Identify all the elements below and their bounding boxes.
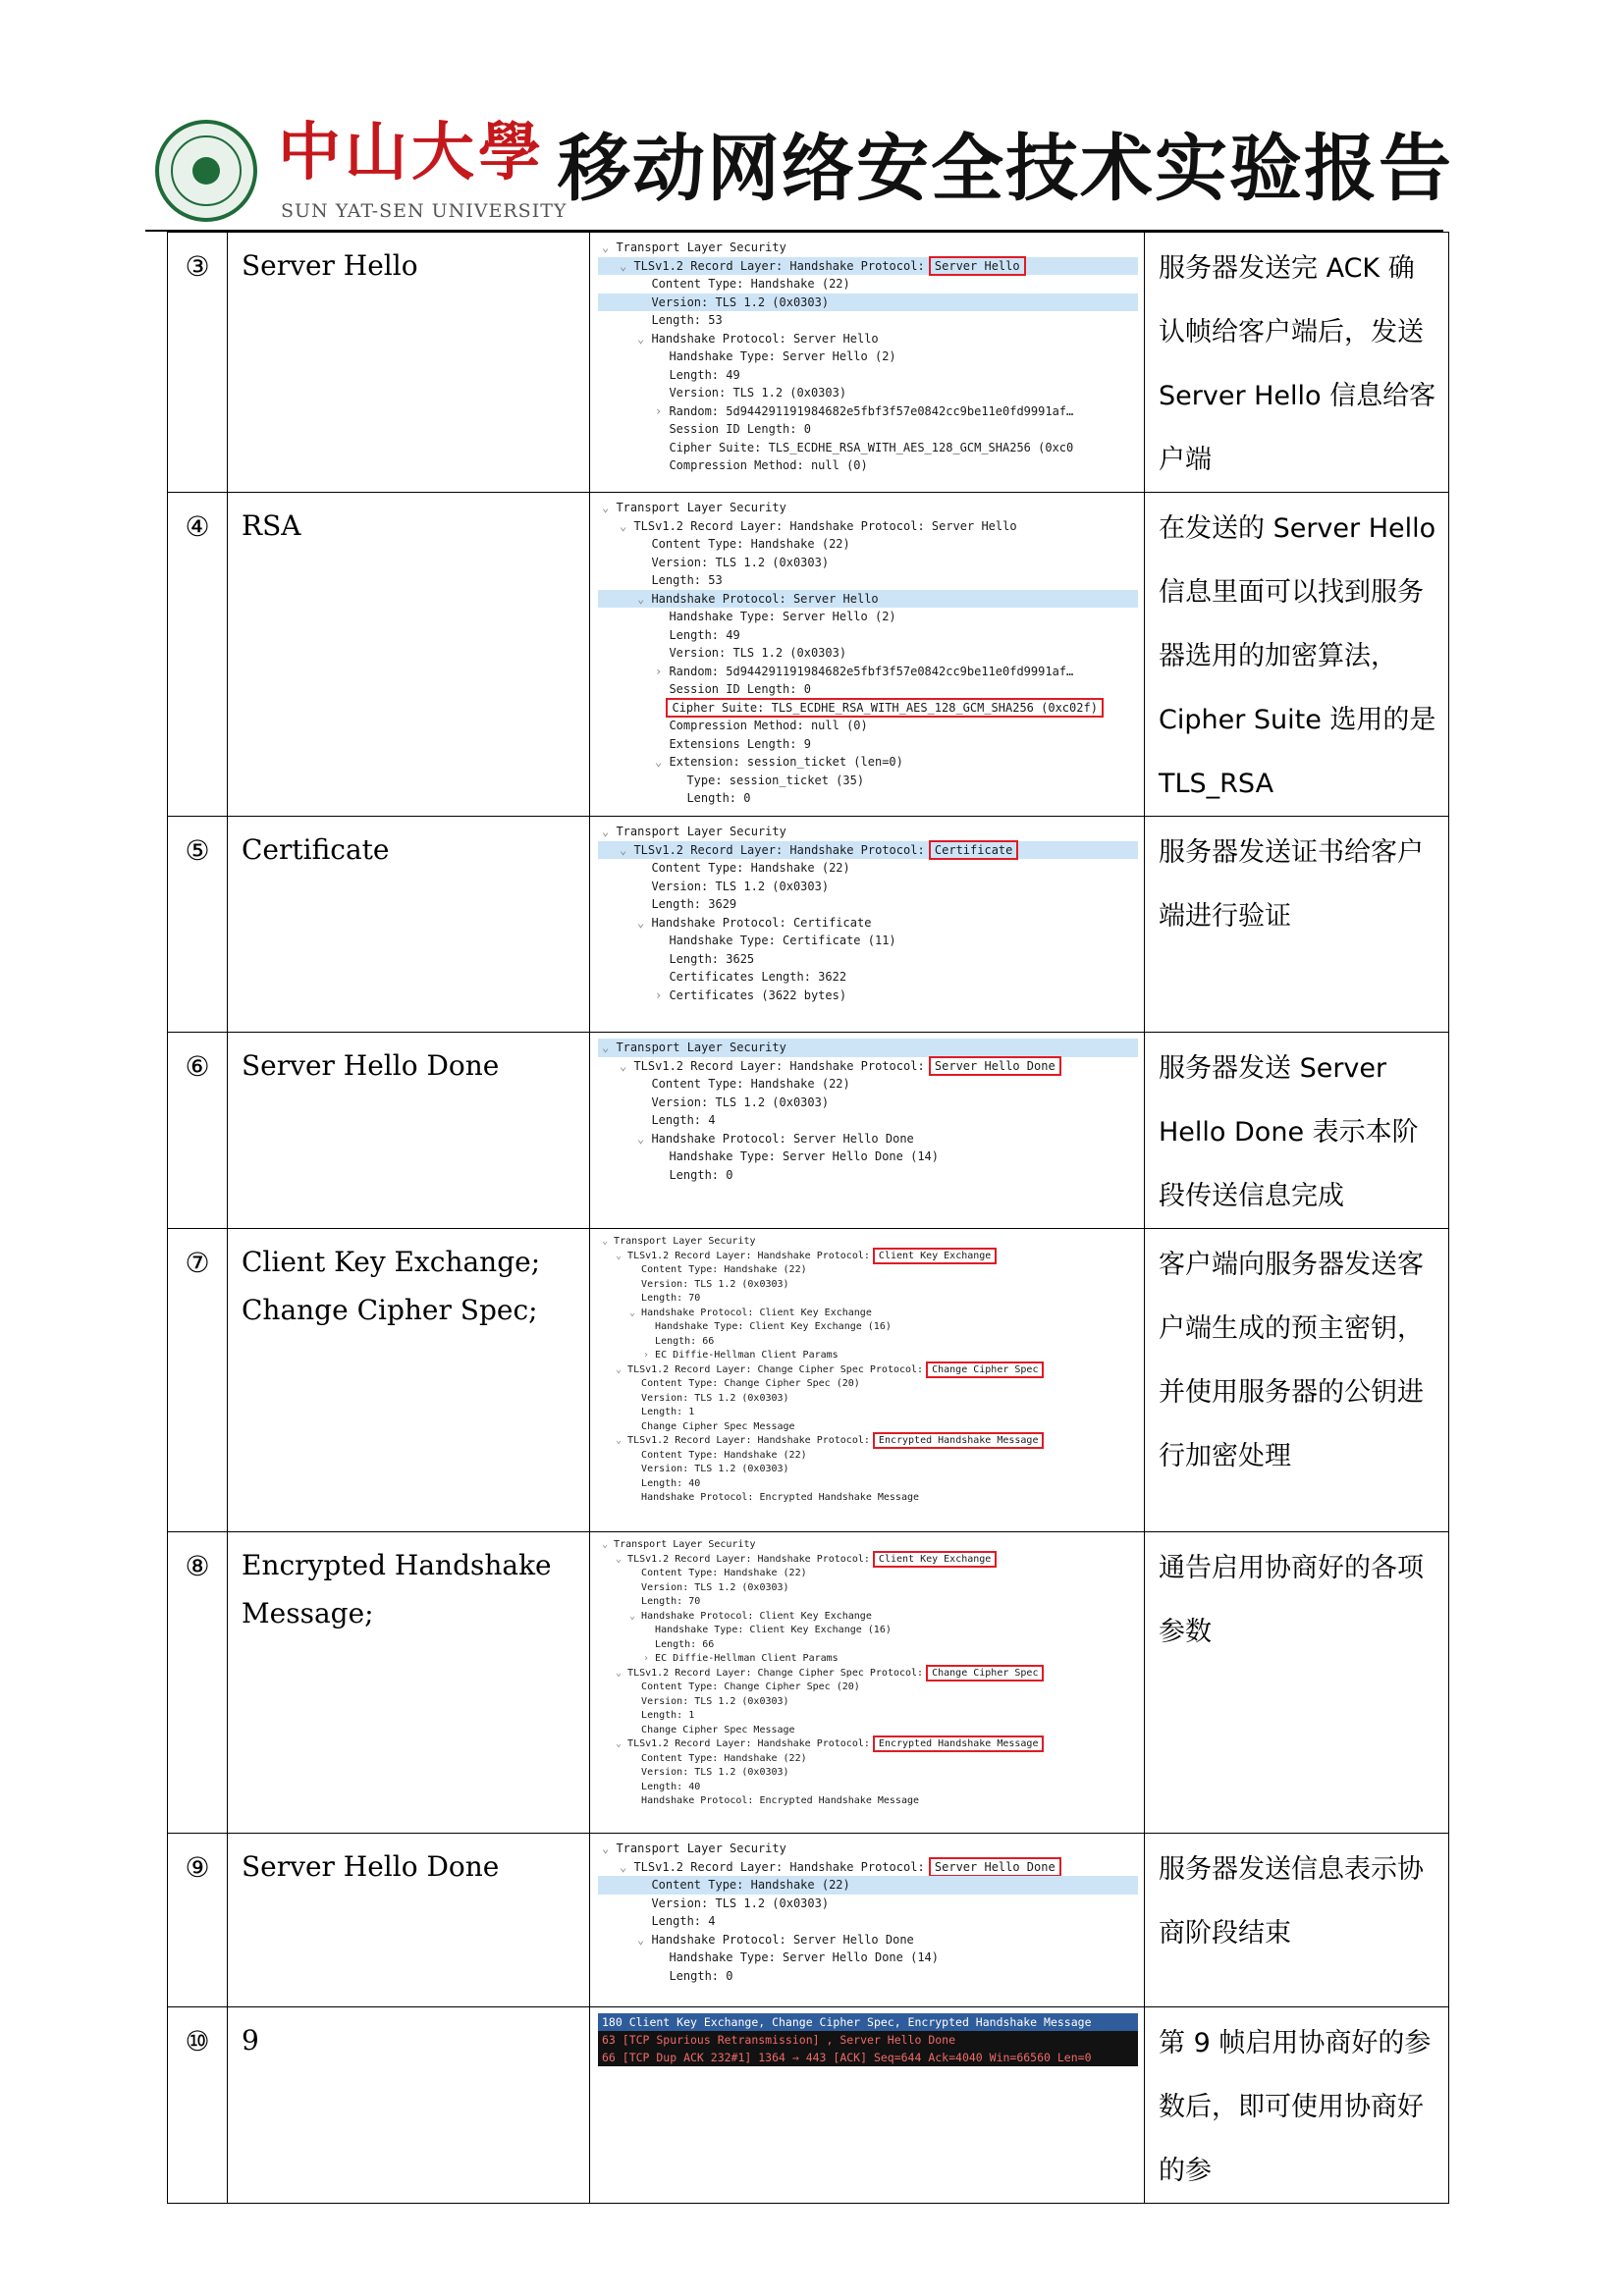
packet-field-text: Random: 5d944291191984682e5fbf3f57e0842cc9be11e0fd9991af… bbox=[669, 403, 1074, 418]
packet-tree-line bbox=[598, 1320, 1138, 1335]
packet-tree-line bbox=[598, 347, 1138, 366]
expand-arrow-icon: ⌄ bbox=[629, 1610, 642, 1622]
packet-field-text: Handshake Type: Client Key Exchange (16) bbox=[655, 1321, 892, 1332]
packet-field-text: Version: TLS 1.2 (0x0303) bbox=[641, 1464, 789, 1474]
packet-details-tree bbox=[598, 1840, 1138, 1985]
packet-tree-line bbox=[598, 1420, 1138, 1435]
packet-field-text: Length: 70 bbox=[641, 1596, 701, 1607]
packet-tree-line bbox=[598, 1652, 1138, 1667]
step-number: ⑦ bbox=[168, 1229, 228, 1532]
packet-field-text: Handshake Protocol: Server Hello bbox=[651, 591, 879, 606]
handshake-steps-table bbox=[167, 232, 1449, 2204]
packet-field-text: Length: 0 bbox=[669, 1167, 733, 1182]
packet-details-tree bbox=[598, 1538, 1138, 1809]
packet-screenshot bbox=[590, 1229, 1145, 1532]
packet-tree-line bbox=[598, 1392, 1138, 1407]
packet-field-text: Content Type: Handshake (22) bbox=[651, 537, 850, 551]
packet-field-text: TLSv1.2 Record Layer: Handshake Protocol: bbox=[633, 258, 932, 273]
highlight-box: Encrypted Handshake Message bbox=[876, 1435, 1042, 1446]
step-number: ⑤ bbox=[168, 817, 228, 1033]
packet-tree-line bbox=[598, 735, 1138, 754]
step-description: 在发送的 Server Hello 信息里面可以找到服务器选用的加密算法，Cipher Suite 选用的是 TLS_RSA bbox=[1145, 493, 1449, 817]
packet-tree-line bbox=[598, 1912, 1138, 1931]
packet-field-text: Handshake Protocol: Server Hello bbox=[651, 331, 879, 346]
expand-arrow-icon: ⌄ bbox=[620, 1859, 634, 1874]
step-number: ⑩ bbox=[168, 2007, 228, 2204]
step-name bbox=[228, 1834, 590, 2007]
table-row bbox=[168, 1532, 1449, 1834]
step-description: 服务器发送完 ACK 确认帧给客户端后，发送 Server Hello 信息给客户端 bbox=[1145, 233, 1449, 493]
packet-field-text: Length: 49 bbox=[669, 627, 740, 642]
packet-tree-line bbox=[598, 1307, 1138, 1321]
packet-tree-line bbox=[598, 1538, 1138, 1553]
expand-arrow-icon: ⌄ bbox=[602, 1539, 615, 1550]
packet-field-text: Cipher Suite: TLS_ECDHE_RSA_WITH_AES_128_GCM_SHA256 (0xc0 bbox=[669, 440, 1074, 454]
packet-field-text: Length: 66 bbox=[655, 1638, 715, 1650]
expand-arrow-icon: ⌄ bbox=[629, 1307, 642, 1318]
packet-tree-line bbox=[598, 1553, 1138, 1568]
packet-field-text: Handshake Protocol: Server Hello Done bbox=[651, 1131, 914, 1146]
packet-tree-line bbox=[598, 1057, 1138, 1076]
step-name bbox=[228, 1532, 590, 1834]
packet-field-text: Content Type: Handshake (22) bbox=[651, 1077, 850, 1091]
packet-field-text: Transport Layer Security bbox=[614, 1539, 756, 1550]
packet-field-text: Length: 1 bbox=[641, 1407, 695, 1417]
packet-field-text: Session ID Length: 0 bbox=[669, 422, 811, 436]
packet-tree-line bbox=[598, 1363, 1138, 1378]
packet-tree-line bbox=[598, 1949, 1138, 1967]
packet-tree-line bbox=[598, 1610, 1138, 1625]
packet-field-text: Version: TLS 1.2 (0x0303) bbox=[641, 1767, 789, 1778]
packet-tree-line bbox=[598, 1895, 1138, 1913]
packet-details-tree bbox=[598, 823, 1138, 1004]
packet-tree-line bbox=[598, 384, 1138, 402]
packet-field-text: Compression Method: null (0) bbox=[669, 458, 868, 472]
packet-field-text: Content Type: Handshake (22) bbox=[641, 1568, 807, 1578]
collapsed-arrow-icon: › bbox=[655, 988, 670, 1002]
packet-field-text: Extension: session_ticket (len=0) bbox=[669, 755, 903, 769]
step-name bbox=[228, 2007, 590, 2204]
step-name-line: Client Key Exchange; bbox=[242, 1246, 541, 1278]
packet-field-text: Transport Layer Security bbox=[616, 825, 786, 838]
packet-field-text: Length: 3629 bbox=[651, 897, 737, 911]
packet-field-text: Handshake Type: Certificate (11) bbox=[669, 934, 896, 947]
packet-field-text: Transport Layer Security bbox=[616, 501, 786, 514]
packet-tree-line bbox=[598, 663, 1138, 681]
packet-field-text: Version: TLS 1.2 (0x0303) bbox=[651, 1896, 830, 1910]
packet-screenshot bbox=[590, 493, 1145, 817]
packet-tree-line bbox=[598, 987, 1138, 1005]
expand-arrow-icon: ⌄ bbox=[620, 258, 634, 273]
packet-tree-line bbox=[598, 1148, 1138, 1166]
table-row bbox=[168, 817, 1449, 1033]
packet-tree-line bbox=[598, 275, 1138, 294]
expand-arrow-icon: ⌄ bbox=[637, 915, 652, 930]
packet-list-row: 180 Client Key Exchange, Change Cipher Spec, Encrypted Handshake Message bbox=[598, 2013, 1138, 2031]
packet-tree-line bbox=[598, 1681, 1138, 1695]
packet-tree-line bbox=[598, 1491, 1138, 1506]
packet-screenshot bbox=[590, 2007, 1145, 2204]
packet-tree-line bbox=[598, 699, 1138, 718]
packet-tree-line bbox=[598, 841, 1138, 860]
packet-tree-line bbox=[598, 1840, 1138, 1858]
collapsed-arrow-icon: › bbox=[643, 1350, 656, 1361]
packet-field-text: Handshake Protocol: Client Key Exchange bbox=[641, 1610, 872, 1622]
highlight-box: Encrypted Handshake Message bbox=[876, 1738, 1042, 1749]
packet-tree-line bbox=[598, 590, 1138, 609]
packet-field-text: Handshake Protocol: Server Hello Done bbox=[651, 1932, 914, 1947]
expand-arrow-icon: ⌄ bbox=[637, 591, 652, 606]
step-name-line: Server Hello Done bbox=[242, 1850, 500, 1883]
step-number: ⑨ bbox=[168, 1834, 228, 2007]
packet-tree-line bbox=[598, 1463, 1138, 1477]
packet-field-text: Compression Method: null (0) bbox=[669, 719, 868, 732]
packet-tree-line bbox=[598, 1876, 1138, 1895]
table-row bbox=[168, 493, 1449, 817]
packet-tree-line bbox=[598, 1781, 1138, 1795]
packet-tree-line bbox=[598, 1931, 1138, 1949]
collapsed-arrow-icon: › bbox=[655, 403, 670, 418]
packet-field-text: TLSv1.2 Record Layer: Handshake Protocol: bbox=[627, 1738, 876, 1749]
packet-tree-line bbox=[598, 1449, 1138, 1464]
packet-field-text: Length: 70 bbox=[641, 1293, 701, 1304]
packet-tree-line bbox=[598, 1695, 1138, 1710]
expand-arrow-icon: ⌄ bbox=[655, 755, 670, 769]
packet-tree-line bbox=[598, 968, 1138, 987]
packet-tree-line bbox=[598, 1075, 1138, 1094]
packet-tree-line bbox=[598, 1595, 1138, 1610]
highlight-box: Cipher Suite: TLS_ECDHE_RSA_WITH_AES_128_GCM_SHA256 (0xc02f) bbox=[669, 701, 1100, 715]
packet-tree-line bbox=[598, 456, 1138, 475]
packet-tree-line bbox=[598, 1737, 1138, 1752]
table-row bbox=[168, 1229, 1449, 1532]
packet-field-text: Content Type: Handshake (22) bbox=[651, 861, 850, 875]
packet-field-text: Version: TLS 1.2 (0x0303) bbox=[669, 386, 847, 400]
packet-tree-line bbox=[598, 1709, 1138, 1724]
packet-tree-line bbox=[598, 1567, 1138, 1581]
table-row bbox=[168, 1834, 1449, 2007]
university-name-en: SUN YAT-SEN UNIVERSITY bbox=[281, 200, 568, 222]
packet-tree-line bbox=[598, 1111, 1138, 1130]
packet-tree-line bbox=[598, 1967, 1138, 1986]
step-name-line: Change Cipher Spec; bbox=[242, 1294, 538, 1326]
highlight-box: Certificate bbox=[932, 843, 1015, 857]
packet-tree-line bbox=[598, 420, 1138, 439]
expand-arrow-icon: ⌄ bbox=[616, 1435, 628, 1446]
expand-arrow-icon: ⌄ bbox=[602, 825, 617, 838]
packet-tree-line bbox=[598, 1794, 1138, 1809]
packet-field-text: Certificates (3622 bytes) bbox=[669, 988, 847, 1002]
packet-tree-line bbox=[598, 294, 1138, 312]
packet-field-text: TLSv1.2 Record Layer: Change Cipher Spec Protocol: bbox=[627, 1363, 930, 1375]
packet-tree-line bbox=[598, 1235, 1138, 1250]
packet-field-text: TLSv1.2 Record Layer: Handshake Protocol: bbox=[627, 1250, 876, 1261]
packet-tree-line bbox=[598, 571, 1138, 590]
packet-field-text: Change Cipher Spec Message bbox=[641, 1420, 795, 1432]
packet-field-text: Handshake Type: Client Key Exchange (16) bbox=[655, 1625, 892, 1635]
packet-tree-line bbox=[598, 1349, 1138, 1363]
university-name-cn: 中山大學 bbox=[278, 116, 545, 189]
packet-tree-line bbox=[598, 608, 1138, 626]
expand-arrow-icon: ⌄ bbox=[616, 1667, 628, 1679]
step-number: ⑥ bbox=[168, 1033, 228, 1229]
packet-tree-line bbox=[598, 753, 1138, 772]
packet-field-text: Length: 40 bbox=[641, 1477, 701, 1489]
packet-screenshot bbox=[590, 233, 1145, 493]
highlight-box: Server Hello Done bbox=[932, 1860, 1058, 1874]
packet-tree-line bbox=[598, 1434, 1138, 1449]
packet-tree-line bbox=[598, 626, 1138, 645]
collapsed-arrow-icon: › bbox=[643, 1653, 656, 1664]
packet-field-text: Certificates Length: 3622 bbox=[669, 970, 847, 984]
packet-field-text: Content Type: Change Cipher Spec (20) bbox=[641, 1378, 860, 1389]
packet-tree-line bbox=[598, 1724, 1138, 1738]
collapsed-arrow-icon: › bbox=[655, 664, 670, 678]
packet-field-text: Handshake Type: Server Hello (2) bbox=[669, 349, 896, 363]
packet-tree-line bbox=[598, 1335, 1138, 1350]
packet-tree-line bbox=[598, 1377, 1138, 1392]
packet-field-text: Transport Layer Security bbox=[616, 1842, 786, 1855]
packet-tree-line bbox=[598, 859, 1138, 878]
packet-field-text: Version: TLS 1.2 (0x0303) bbox=[651, 294, 830, 309]
packet-screenshot bbox=[590, 817, 1145, 1033]
packet-tree-line bbox=[598, 789, 1138, 808]
packet-screenshot bbox=[590, 1532, 1145, 1834]
packet-field-text: TLSv1.2 Record Layer: Handshake Protocol: bbox=[633, 1058, 932, 1073]
packet-tree-line bbox=[598, 499, 1138, 517]
packet-field-text: Session ID Length: 0 bbox=[669, 682, 811, 696]
packet-tree-line bbox=[598, 1263, 1138, 1278]
packet-list bbox=[598, 2013, 1138, 2066]
expand-arrow-icon: ⌄ bbox=[602, 1236, 615, 1247]
highlight-box: Client Key Exchange bbox=[876, 1554, 994, 1565]
packet-tree-line bbox=[598, 402, 1138, 421]
packet-tree-line bbox=[598, 823, 1138, 841]
highlight-box: Client Key Exchange bbox=[876, 1251, 994, 1261]
step-name-line: 9 bbox=[242, 2024, 259, 2056]
packet-list-row: 63 [TCP Spurious Retransmission] , Server Hello Done bbox=[598, 2031, 1138, 2049]
packet-field-text: Length: 0 bbox=[669, 1968, 733, 1983]
step-name bbox=[228, 817, 590, 1033]
report-title: 移动网络安全技术实验报告 bbox=[558, 127, 1453, 211]
packet-tree-line bbox=[598, 535, 1138, 554]
packet-field-text: Handshake Type: Server Hello Done (14) bbox=[669, 1149, 939, 1163]
packet-tree-line bbox=[598, 239, 1138, 257]
step-name-line: Certificate bbox=[242, 833, 390, 866]
step-name bbox=[228, 1229, 590, 1532]
packet-field-text: Version: TLS 1.2 (0x0303) bbox=[669, 646, 847, 660]
expand-arrow-icon: ⌄ bbox=[637, 331, 652, 346]
packet-tree-line bbox=[598, 1039, 1138, 1057]
packet-tree-line bbox=[598, 517, 1138, 536]
packet-field-text: Version: TLS 1.2 (0x0303) bbox=[641, 1392, 789, 1404]
packet-field-text: Content Type: Handshake (22) bbox=[651, 1878, 850, 1892]
packet-field-text: Length: 1 bbox=[641, 1710, 695, 1721]
packet-tree-line bbox=[598, 554, 1138, 572]
packet-details-tree bbox=[598, 1235, 1138, 1506]
packet-tree-line bbox=[598, 1166, 1138, 1185]
step-number: ⑧ bbox=[168, 1532, 228, 1834]
packet-field-text: Version: TLS 1.2 (0x0303) bbox=[641, 1581, 789, 1593]
expand-arrow-icon: ⌄ bbox=[637, 1131, 652, 1146]
packet-tree-line bbox=[598, 878, 1138, 896]
step-description: 服务器发送信息表示协商阶段结束 bbox=[1145, 1834, 1449, 2007]
packet-field-text: Version: TLS 1.2 (0x0303) bbox=[641, 1278, 789, 1290]
packet-field-text: TLSv1.2 Record Layer: Handshake Protocol: bbox=[633, 1859, 932, 1874]
report-header bbox=[147, 116, 1453, 231]
packet-field-text: Length: 4 bbox=[651, 1914, 716, 1928]
packet-field-text: Random: 5d944291191984682e5fbf3f57e0842cc9be11e0fd9991af… bbox=[669, 664, 1074, 678]
packet-field-text: Change Cipher Spec Message bbox=[641, 1724, 795, 1735]
packet-details-tree bbox=[598, 1039, 1138, 1184]
expand-arrow-icon: ⌄ bbox=[616, 1250, 628, 1261]
packet-field-text: Version: TLS 1.2 (0x0303) bbox=[641, 1695, 789, 1707]
packet-tree-line bbox=[598, 644, 1138, 663]
highlight-box: Server Hello bbox=[932, 259, 1023, 273]
step-description: 通告启用协商好的各项参数 bbox=[1145, 1532, 1449, 1834]
packet-tree-line bbox=[598, 439, 1138, 457]
packet-field-text: TLSv1.2 Record Layer: Handshake Protocol: bbox=[627, 1553, 876, 1565]
step-name bbox=[228, 1033, 590, 1229]
packet-field-text: Extensions Length: 9 bbox=[669, 736, 811, 751]
packet-tree-line bbox=[598, 950, 1138, 969]
packet-field-text: Length: 49 bbox=[669, 367, 740, 382]
packet-tree-line bbox=[598, 1130, 1138, 1148]
packet-tree-line bbox=[598, 311, 1138, 330]
expand-arrow-icon: ⌄ bbox=[616, 1363, 628, 1375]
packet-tree-line bbox=[598, 1477, 1138, 1492]
packet-field-text: Content Type: Handshake (22) bbox=[641, 1752, 807, 1764]
packet-field-text: Type: session_ticket (35) bbox=[686, 773, 865, 787]
packet-field-text: Transport Layer Security bbox=[614, 1236, 756, 1247]
packet-field-text: Length: 66 bbox=[655, 1335, 715, 1347]
step-name-line: Server Hello bbox=[242, 249, 418, 282]
packet-field-text: Handshake Protocol: Encrypted Handshake Message bbox=[641, 1795, 920, 1806]
packet-tree-line bbox=[598, 366, 1138, 385]
highlight-box: Change Cipher Spec bbox=[929, 1364, 1041, 1375]
highlight-box: Server Hello Done bbox=[932, 1059, 1058, 1073]
step-description: 服务器发送证书给客户端进行验证 bbox=[1145, 817, 1449, 1033]
packet-field-text: Handshake Type: Server Hello Done (14) bbox=[669, 1950, 939, 1964]
expand-arrow-icon: ⌄ bbox=[616, 1553, 628, 1565]
step-name bbox=[228, 493, 590, 817]
packet-field-text: TLSv1.2 Record Layer: Handshake Protocol: bbox=[633, 842, 932, 857]
packet-field-text: Length: 0 bbox=[686, 791, 751, 805]
expand-arrow-icon: ⌄ bbox=[602, 1842, 617, 1855]
packet-field-text: Content Type: Handshake (22) bbox=[641, 1264, 807, 1275]
step-name-line: RSA bbox=[242, 509, 301, 542]
table-row bbox=[168, 233, 1449, 493]
expand-arrow-icon: ⌄ bbox=[602, 501, 617, 514]
packet-tree-line bbox=[598, 1624, 1138, 1638]
packet-screenshot bbox=[590, 1033, 1145, 1229]
packet-field-text: Content Type: Handshake (22) bbox=[651, 277, 850, 291]
packet-tree-line bbox=[598, 330, 1138, 348]
packet-field-text: Version: TLS 1.2 (0x0303) bbox=[651, 879, 830, 893]
packet-field-text: Content Type: Handshake (22) bbox=[641, 1449, 807, 1461]
packet-tree-line bbox=[598, 717, 1138, 735]
packet-list-row: 66 [TCP Dup ACK 232#1] 1364 → 443 [ACK] Seq=644 Ack=4040 Win=66560 Len=0 bbox=[598, 2049, 1138, 2066]
expand-arrow-icon: ⌄ bbox=[620, 1058, 634, 1073]
packet-tree-line bbox=[598, 772, 1138, 790]
step-name bbox=[228, 233, 590, 493]
packet-tree-line bbox=[598, 895, 1138, 914]
step-description: 第 9 帧启用协商好的参数后，即可使用协商好的参 bbox=[1145, 2007, 1449, 2204]
packet-tree-line bbox=[598, 1766, 1138, 1781]
packet-field-text: Version: TLS 1.2 (0x0303) bbox=[651, 1095, 830, 1109]
packet-field-text: Transport Layer Security bbox=[616, 240, 786, 254]
expand-arrow-icon: ⌄ bbox=[602, 240, 617, 254]
packet-field-text: Transport Layer Security bbox=[616, 1041, 786, 1054]
packet-tree-line bbox=[598, 257, 1138, 276]
packet-tree-line bbox=[598, 932, 1138, 950]
expand-arrow-icon: ⌄ bbox=[602, 1041, 617, 1054]
packet-field-text: Handshake Protocol: Encrypted Handshake Message bbox=[641, 1492, 920, 1503]
table-row bbox=[168, 1033, 1449, 1229]
packet-field-text: Length: 53 bbox=[651, 573, 723, 587]
packet-field-text: TLSv1.2 Record Layer: Handshake Protocol: bbox=[627, 1435, 876, 1446]
packet-details-tree bbox=[598, 499, 1138, 808]
packet-field-text: Length: 53 bbox=[651, 313, 723, 327]
step-number: ③ bbox=[168, 233, 228, 493]
packet-field-text: EC Diffie-Hellman Client Params bbox=[655, 1653, 839, 1664]
packet-tree-line bbox=[598, 1250, 1138, 1264]
expand-arrow-icon: ⌄ bbox=[616, 1738, 628, 1749]
packet-details-tree bbox=[598, 239, 1138, 475]
packet-field-text: Handshake Type: Server Hello (2) bbox=[669, 610, 896, 623]
step-name-line: Server Hello Done bbox=[242, 1049, 500, 1082]
packet-tree-line bbox=[598, 680, 1138, 699]
packet-tree-line bbox=[598, 1667, 1138, 1682]
packet-field-text: Length: 4 bbox=[651, 1113, 716, 1127]
expand-arrow-icon: ⌄ bbox=[637, 1932, 652, 1947]
step-name-line: Encrypted Handshake bbox=[242, 1549, 552, 1581]
step-number: ④ bbox=[168, 493, 228, 817]
expand-arrow-icon: ⌄ bbox=[620, 842, 634, 857]
table-row bbox=[168, 2007, 1449, 2204]
packet-screenshot bbox=[590, 1834, 1145, 2007]
packet-tree-line bbox=[598, 914, 1138, 933]
packet-field-text: Handshake Protocol: Certificate bbox=[651, 915, 872, 930]
packet-field-text: TLSv1.2 Record Layer: Change Cipher Spec Protocol: bbox=[627, 1667, 930, 1679]
packet-tree-line bbox=[598, 1278, 1138, 1293]
packet-tree-line bbox=[598, 1581, 1138, 1596]
packet-field-text: EC Diffie-Hellman Client Params bbox=[655, 1350, 839, 1361]
packet-tree-line bbox=[598, 1094, 1138, 1112]
packet-field-text: Handshake Protocol: Client Key Exchange bbox=[641, 1307, 872, 1318]
packet-tree-line bbox=[598, 1638, 1138, 1653]
packet-tree-line bbox=[598, 1406, 1138, 1420]
step-description: 服务器发送 Server Hello Done 表示本阶段传送信息完成 bbox=[1145, 1033, 1449, 1229]
university-seal-icon bbox=[155, 120, 257, 222]
packet-tree-line bbox=[598, 1752, 1138, 1767]
packet-tree-line bbox=[598, 1858, 1138, 1877]
highlight-box: Change Cipher Spec bbox=[929, 1668, 1041, 1679]
packet-field-text: Length: 40 bbox=[641, 1781, 701, 1792]
packet-field-text: Length: 3625 bbox=[669, 951, 755, 966]
packet-field-text: Version: TLS 1.2 (0x0303) bbox=[651, 555, 830, 569]
packet-field-text: Content Type: Change Cipher Spec (20) bbox=[641, 1682, 860, 1692]
packet-tree-line bbox=[598, 1292, 1138, 1307]
packet-field-text: TLSv1.2 Record Layer: Handshake Protocol: Server Hello bbox=[633, 518, 1017, 533]
step-description: 客户端向服务器发送客户端生成的预主密钥，并使用服务器的公钥进行加密处理 bbox=[1145, 1229, 1449, 1532]
expand-arrow-icon: ⌄ bbox=[620, 518, 634, 533]
step-name-line: Message; bbox=[242, 1597, 374, 1629]
